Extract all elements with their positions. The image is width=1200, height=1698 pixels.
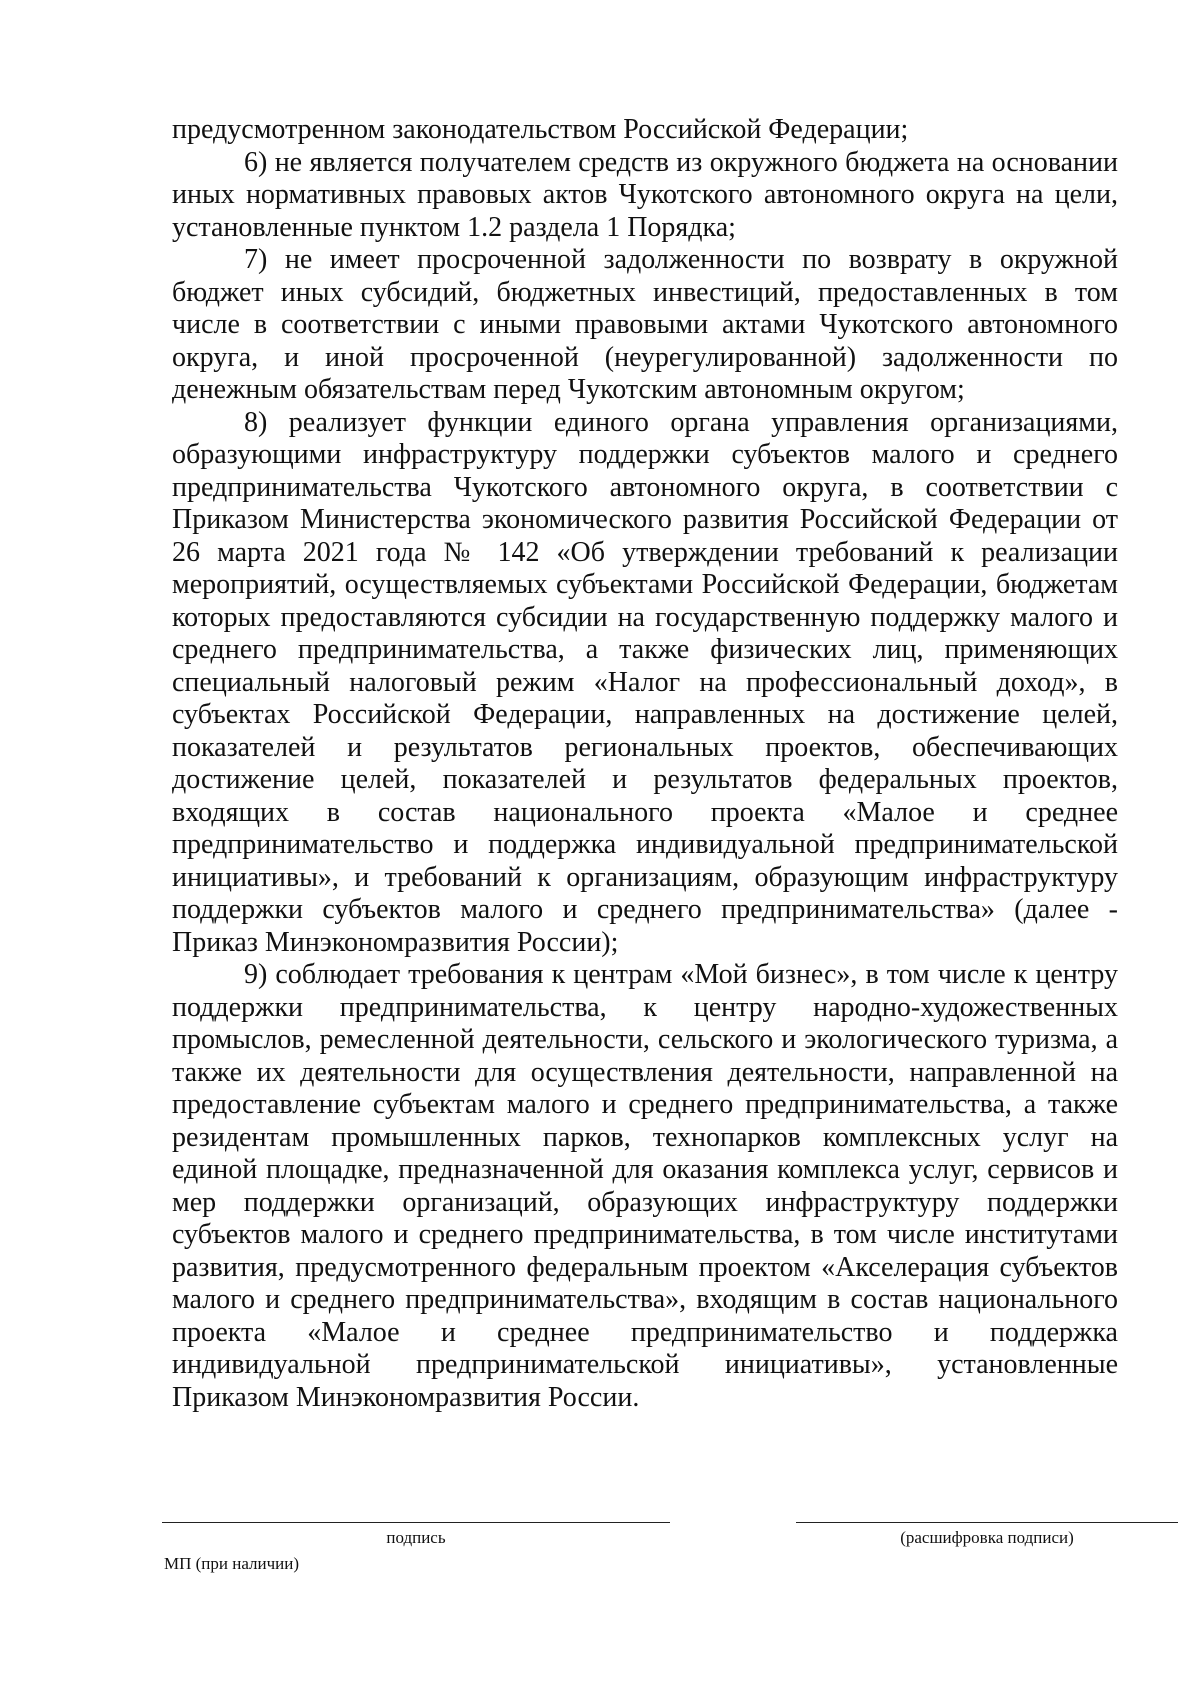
signature-name-caption: (расшифровка подписи) [900,1528,1074,1547]
paragraph-item-7: 7) не имеет просроченной задолженности по возврату в окружной бюджет иных субсидий, бюджетных инвестиций, предоставленных в том числе в соответствии с иными правовыми актами Чукотского автономного округа, и иной просроченной (неурегулированной) задолженности по денежным обязательствам перед Чукотским автономным округом; [172,244,1118,405]
paragraph-item-6: 6) не является получателем средств из окружного бюджета на основании иных нормативных правовых актов Чукотского автономного округа на цели, установленные пунктом 1.2 раздела 1 Порядка; [172,146,1118,243]
signature-line [162,1522,670,1523]
paragraph-item-9: 9) соблюдает требования к центрам «Мой бизнес», в том числе к центру поддержки предпринимательства, к центру народно-художественных промыслов, ремесленной деятельности, сельского и экологического туризма, а также их деятельности для осуществления деятельности, направленной на предоставление субъектам малого и среднего предпринимательства, а также резидентам промышленных парков, технопарков комплексных услуг на единой площадке, предназначенной для оказания комплекса услуг, сервисов и мер поддержки организаций, образующих инфраструктуру поддержки субъектов малого и среднего предпринимательства, в том числе институтами развития, предусмотренного федеральным проектом «Акселерация субъектов малого и среднего предпринимательства», входящим в состав национального проекта «Малое и среднее предпринимательство и поддержка индивидуальной предпринимательской инициативы», установленные Приказом Минэкономразвития России. [172,959,1118,1413]
document-body [172,114,1118,1414]
paragraph-continuation: предусмотренном законодательством Российской Федерации; [172,114,909,145]
seal-note: МП (при наличии) [164,1554,300,1573]
paragraph-item-8: 8) реализует функции единого органа управления организациями, образующими инфраструктуру поддержки субъектов малого и среднего предпринимательства Чукотского автономного округа, в соответствии с Приказом Министерства экономического развития Российской Федерации от 26 марта 2021 года № 142 «Об утверждении требований к реализации мероприятий, осуществляемых субъектами Российской Федерации, бюджетам которых предоставляются субсидии на государственную поддержку малого и среднего предпринимательства, а также физических лиц, применяющих специальный налоговый режим «Налог на профессиональный доход», в субъектах Российской Федерации, направленных на достижение целей, показателей и результатов региональных проектов, обеспечивающих достижение целей, показателей и результатов федеральных проектов, входящих в состав национального проекта «Малое и среднее предпринимательство и поддержка индивидуальной предпринимательской инициативы», и требований к организациям, образующим инфраструктуру поддержки субъектов малого и среднего предпринимательства» (далее - Приказ Минэкономразвития России); [172,406,1118,958]
signature-name-line [796,1522,1178,1523]
signature-caption: подпись [386,1528,446,1547]
